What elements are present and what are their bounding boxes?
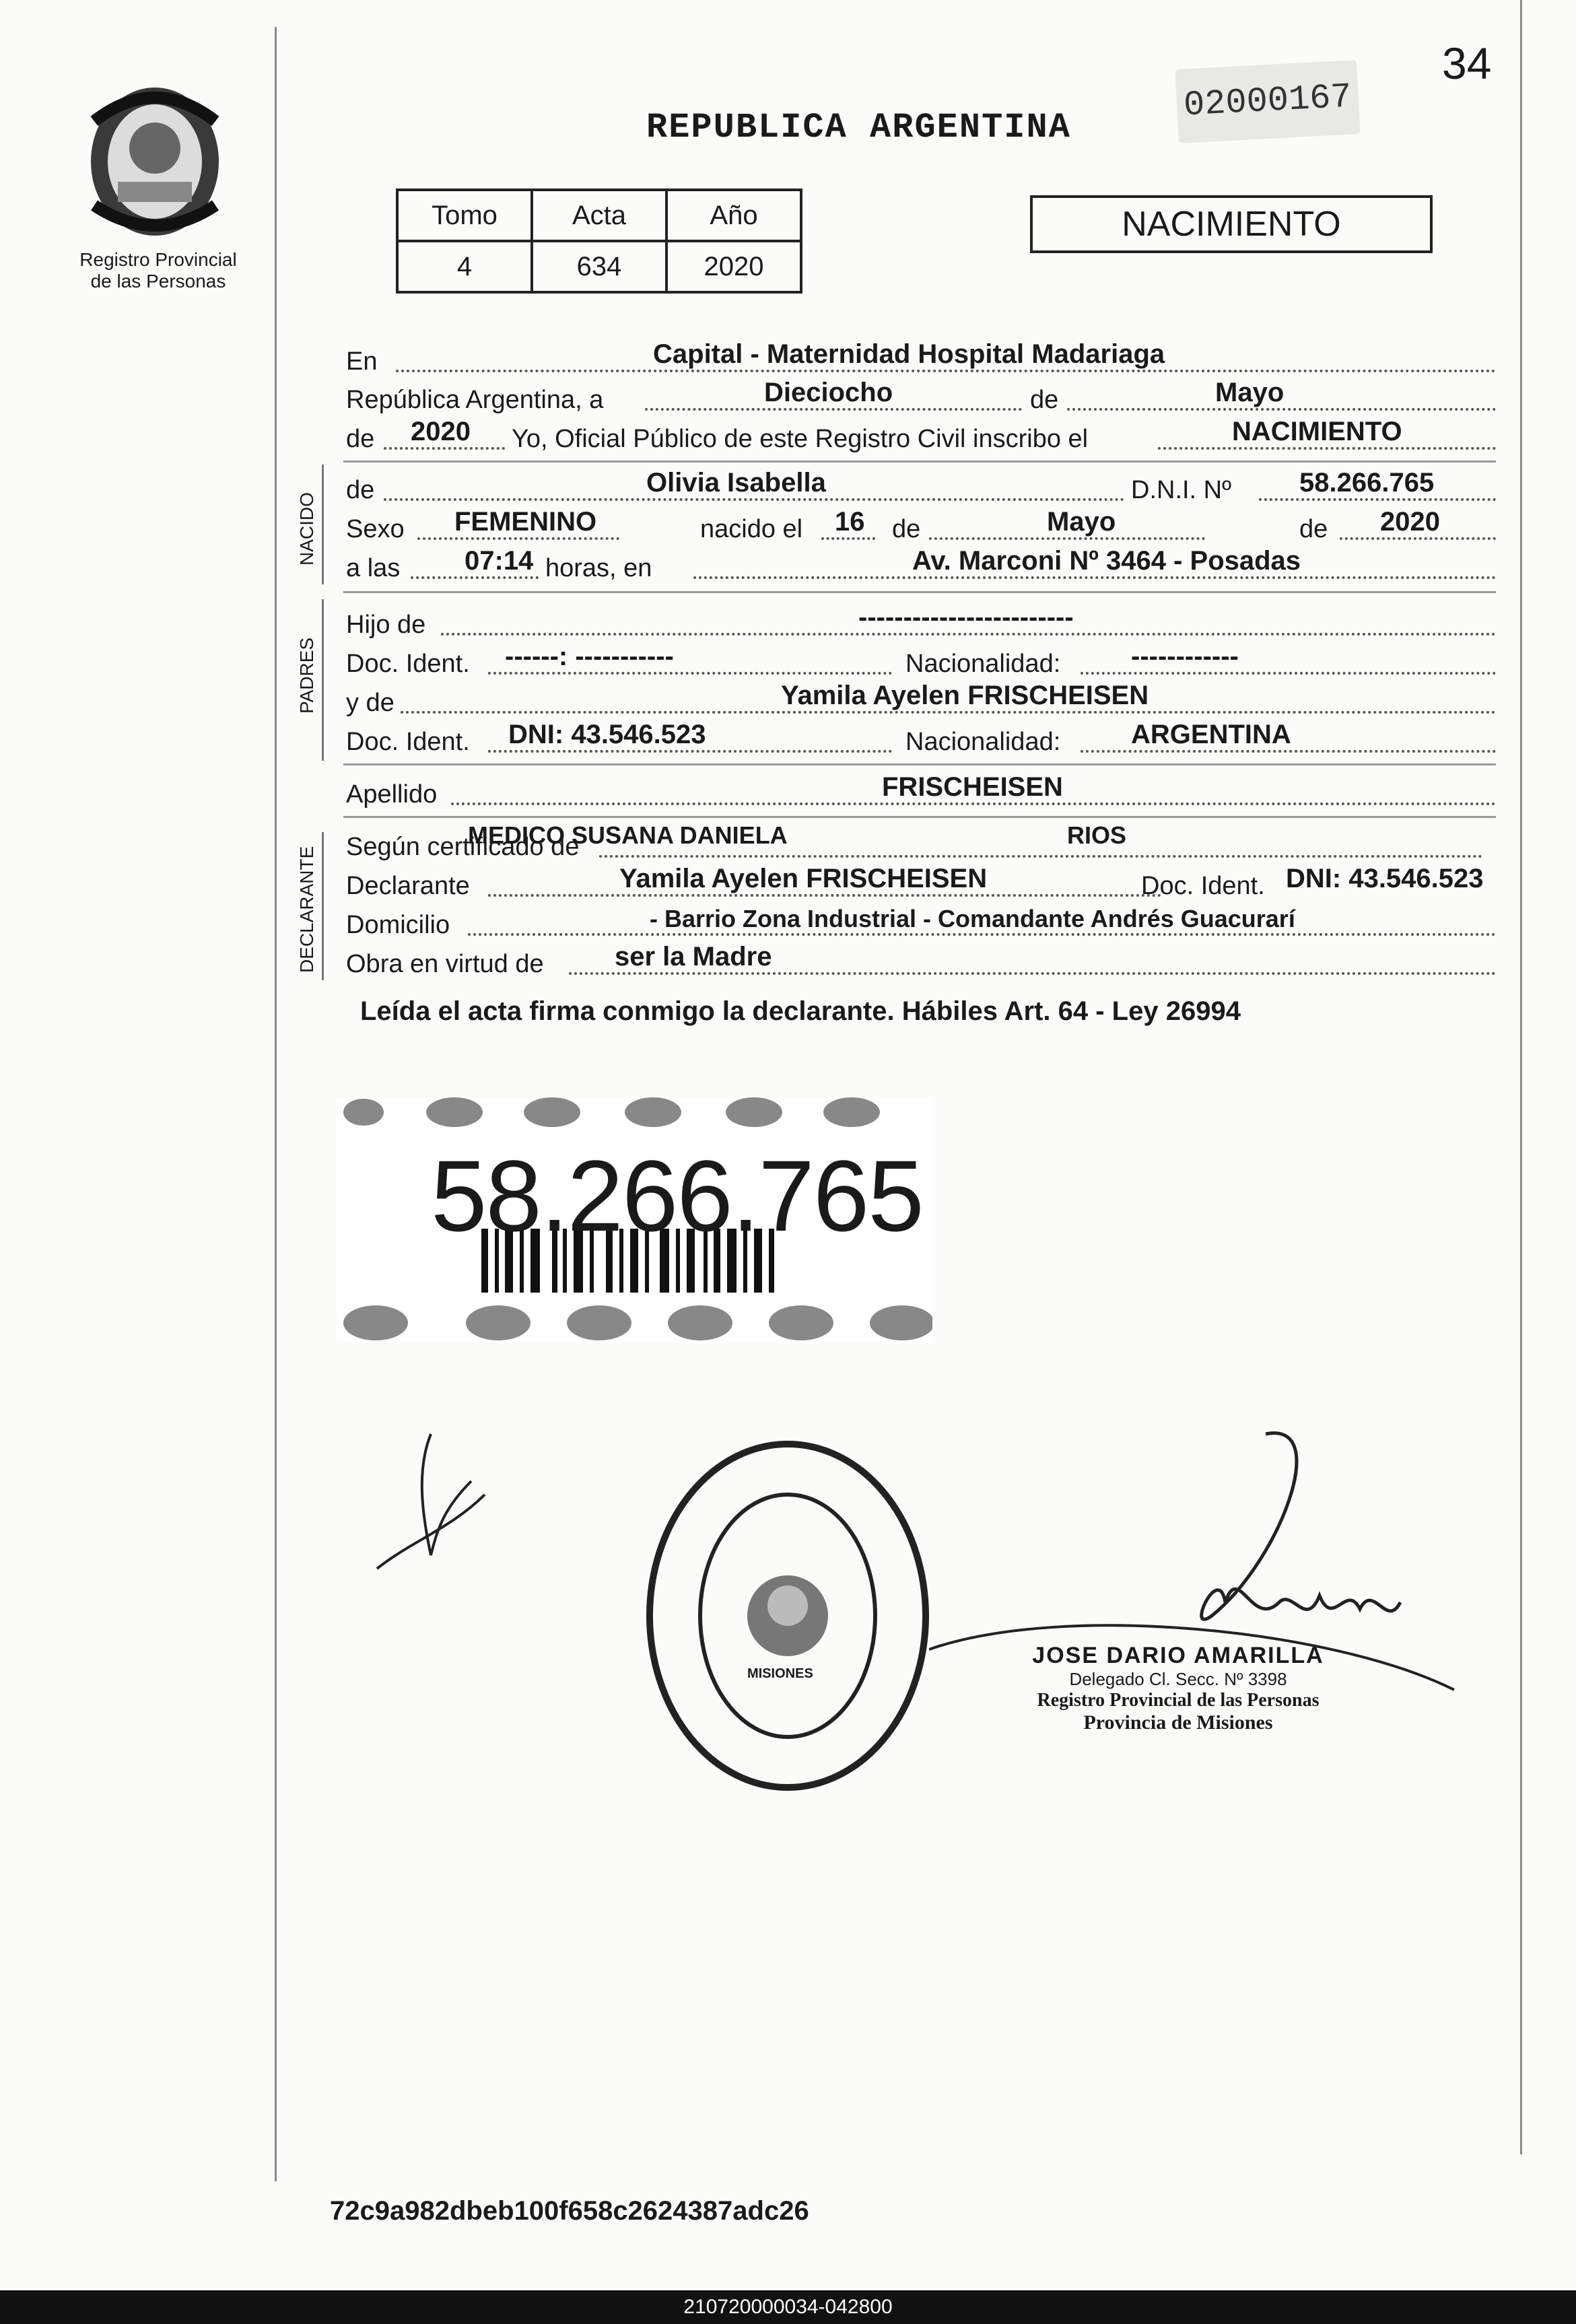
nacido-side-bar [322,465,324,584]
label-de-birth-year: de [1299,515,1328,543]
value-sexo: FEMENINO [454,507,597,537]
label-doc-father: Doc. Ident. [346,650,470,678]
label-nacionalidad-father: Nacionalidad: [905,650,1061,678]
footer-code: 210720000034-042800 [683,2296,893,2318]
officer-name: JOSE DARIO AMARILLA [1032,1643,1324,1668]
row-sex-birth [343,508,1496,547]
registry-logo [81,81,229,242]
value-mother-nationality: ARGENTINA [1131,720,1291,749]
right-margin-line [1520,0,1522,2154]
label-apellido: Apellido [346,780,438,809]
label-en: En [346,347,378,376]
row-mother [343,681,1496,720]
registry-caption [54,249,263,292]
value-father-name: ------------------------ [858,603,1074,632]
label-nacionalidad-mother: Nacionalidad: [905,728,1061,756]
value-birth-month: Mayo [1047,507,1116,537]
label-de-birth-month: de [892,515,921,543]
registry-line2: de las Personas [90,271,226,292]
value-doctor: MEDICO SUSANA DANIELA [468,821,788,849]
label-nacido-el: nacido el [700,515,803,543]
act-type-box: NACIMIENTO [1030,195,1433,253]
label-hijo-de: Hijo de [346,611,426,639]
row-domicilio [343,903,1496,943]
label-de-year: de [346,425,375,453]
value-birth-time: 07:14 [465,546,534,576]
value-inscribed-type: NACIMIENTO [1232,417,1402,446]
row-declarante [343,864,1496,903]
seal-center-text: MISIONES [747,1666,813,1681]
row-father-doc [343,642,1496,681]
section-divider [343,591,1496,593]
value-mother-name: Yamila Ayelen FRISCHEISEN [781,681,1149,710]
label-de-name: de [346,476,375,504]
row-certificado [343,821,1496,864]
label-republica: República Argentina, a [346,386,604,414]
section-divider [343,816,1496,818]
value-birth-year: 2020 [1380,507,1440,537]
value-declarante: Yamila Ayelen FRISCHEISEN [619,864,988,893]
value-father-nationality: ------------ [1131,642,1239,671]
table-header-ano: Año [666,190,801,241]
label-domicilio: Domicilio [346,911,450,939]
row-en [343,340,1496,379]
value-child-dni: 58.266.765 [1299,468,1435,498]
label-sexo: Sexo [346,515,405,543]
row-apellido [343,773,1496,812]
row-year [343,417,1496,456]
official-seal [640,1434,936,1798]
value-year: 2020 [411,417,471,446]
side-label-padres: PADRES [296,637,317,714]
value-doctor-surname: RIOS [1067,821,1127,849]
hash-code: 72c9a982dbeb100f658c2624387adc26 [330,2196,809,2226]
label-obra: Obra en virtud de [346,950,544,978]
table-value-acta: 634 [532,241,666,292]
serial-stamp: 02000167 [1175,60,1360,143]
closing-statement: Leída el acta firma conmigo la declarante. Hábiles Art. 64 - Ley 26994 [360,996,1241,1026]
row-father [343,603,1496,642]
value-obra: ser la Madre [615,942,772,971]
page-number: 34 [1442,38,1492,88]
registry-line1: Registro Provincial [79,249,237,270]
table-header-tomo: Tomo [397,190,532,241]
row-time-place [343,547,1496,586]
value-day: Dieciocho [764,378,893,407]
value-place: Capital - Maternidad Hospital Madariaga [653,339,1165,369]
value-birth-day: 16 [835,507,865,537]
padres-side-bar [322,599,324,761]
table-header-acta: Acta [532,190,666,241]
row-obra [343,943,1496,982]
side-label-nacido: NACIDO [296,492,317,566]
left-margin-line [275,27,277,2181]
label-officer: Yo, Oficial Público de este Registro Civil inscribo el [512,425,1089,453]
label-a-las: a las [346,554,401,582]
label-horas-en: horas, en [545,554,652,582]
table-value-ano: 2020 [666,241,801,292]
section-divider [343,460,1496,463]
record-table [396,189,802,294]
value-domicilio: - Barrio Zona Industrial - Comandante Andrés Guacurarí [650,905,1295,932]
row-mother-doc [343,720,1496,759]
row-date [343,378,1496,417]
footer-bar [0,2290,1576,2324]
value-birth-place: Av. Marconi Nº 3464 - Posadas [912,546,1301,576]
section-divider [343,763,1496,765]
side-label-declarante: DECLARANTE [296,846,317,973]
dni-label-number: 58.266.765 [431,1139,923,1252]
value-declarante-doc: DNI: 43.546.523 [1286,864,1484,893]
table-value-tomo: 4 [397,241,532,292]
value-child-name: Olivia Isabella [646,468,826,498]
value-father-doc: ------: ----------- [505,642,674,671]
document-title: REPUBLICA ARGENTINA [646,108,1071,147]
label-doc-declarante: Doc. Ident. [1141,872,1265,900]
value-apellido: FRISCHEISEN [882,772,1063,802]
declarante-side-bar [322,832,324,980]
value-month: Mayo [1215,378,1284,407]
label-segun: Según certificado de [346,833,580,861]
officer-registry: Registro Provincial de las Personas [1037,1690,1320,1711]
signature-left [364,1427,498,1575]
officer-stamp [990,1643,1367,1734]
label-doc-mother: Doc. Ident. [346,728,470,756]
label-declarante: Declarante [346,872,470,900]
value-mother-doc: DNI: 43.546.523 [508,720,706,749]
label-de-month: de [1030,386,1059,414]
label-dni: D.N.I. Nº [1131,476,1231,504]
row-child-name [343,469,1496,508]
officer-province: Provincia de Misiones [1083,1711,1273,1734]
officer-role: Delegado Cl. Secc. Nº 3398 [1069,1669,1287,1689]
label-y-de: y de [346,689,395,717]
